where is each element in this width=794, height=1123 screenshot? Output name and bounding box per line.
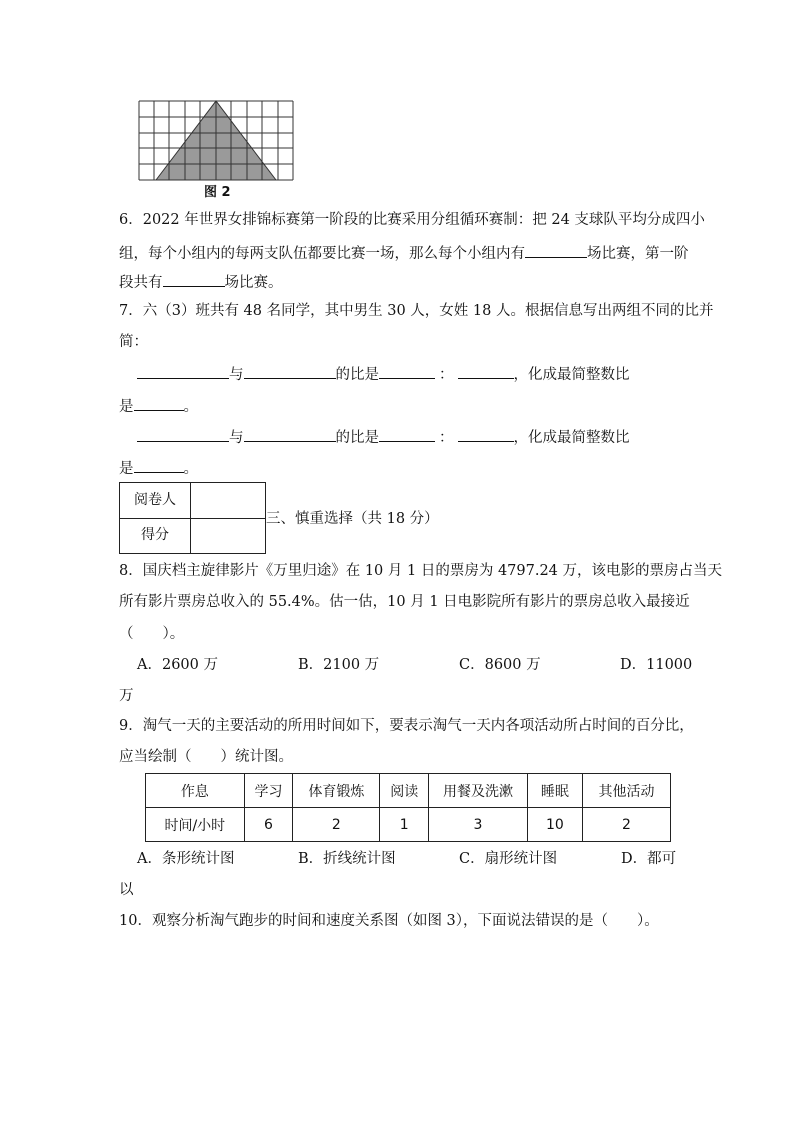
q8-line1: 8．国庆档主旋律影片《万里归途》在 10 月 1 日的票房为 4797.24 万，该电影的票房占当天 [119, 563, 723, 579]
answer-blank[interactable] [458, 427, 514, 442]
q6-line3 [119, 272, 283, 292]
q10-line1: 10．观察分析淘气跑步的时间和速度关系图（如图 3），下面说法错误的是（ ）。 [119, 913, 659, 929]
answer-blank[interactable] [379, 364, 435, 379]
table-header-cell: 作息 [146, 774, 245, 808]
answer-blank[interactable] [458, 364, 514, 379]
q8-option-d-wrap: 万 [119, 688, 134, 704]
q6-text-b: 场比赛，第一阶 [587, 246, 689, 262]
q6-text-c: 段共有 [119, 275, 163, 291]
answer-blank[interactable] [163, 272, 225, 287]
q6-text-d: 场比赛。 [224, 275, 283, 291]
q7-colon: ： [439, 430, 454, 446]
table-cell: 6 [244, 808, 293, 842]
q8-line2: 所有影片票房总收入的 55.4%。估一估，10 月 1 日电影院所有影片的票房总收入最接近 [119, 594, 690, 610]
q7-shi: 是 [119, 461, 134, 477]
score-box [119, 482, 266, 554]
q6-line2 [119, 243, 689, 263]
q7-shi: 是 [119, 399, 134, 415]
activity-time-table [145, 773, 671, 842]
reviewer-field[interactable] [191, 483, 265, 518]
score-box-row-reviewer [120, 483, 265, 519]
answer-blank[interactable] [137, 364, 229, 379]
q7-end: 。 [183, 399, 198, 415]
answer-blank[interactable] [244, 427, 336, 442]
q8-option-a[interactable]: A．2600 万 [137, 657, 218, 673]
q8-line3: （ ）。 [119, 626, 185, 642]
q8-option-b[interactable]: B．2100 万 [298, 657, 380, 673]
answer-blank[interactable] [525, 243, 587, 258]
table-header-cell: 学习 [244, 774, 293, 808]
table-header-row [146, 774, 671, 808]
q7-ratio-row-2 [137, 427, 630, 447]
answer-blank[interactable] [134, 458, 184, 473]
q7-simplified-row-1 [119, 396, 198, 416]
q7-line1: 7．六（3）班共有 48 名同学，其中男生 30 人，女姓 18 人。根据信息写出两组不同的比并 [119, 303, 714, 319]
table-cell: 3 [429, 808, 528, 842]
q7-simplify: ，化成最简整数比 [513, 367, 630, 383]
q9-option-d-wrap: 以 [119, 882, 134, 898]
q6-text-a: 组，每个小组内的每两支队伍都要比赛一场，那么每个小组内有 [119, 246, 525, 262]
q7-simplify: ，化成最简整数比 [513, 430, 630, 446]
score-label: 得分 [120, 518, 191, 553]
table-cell: 2 [293, 808, 380, 842]
table-row [146, 808, 671, 842]
table-header-cell: 阅读 [380, 774, 429, 808]
table-header-cell: 体育锻炼 [293, 774, 380, 808]
q7-yu: 与 [229, 367, 244, 383]
q9-line2: 应当绘制（ ）统计图。 [119, 749, 293, 765]
table-header-cell: 睡眠 [527, 774, 582, 808]
grid-lines [139, 101, 293, 180]
figure-2-grid [138, 100, 294, 182]
q9-option-b[interactable]: B．折线统计图 [298, 851, 396, 867]
q9-option-d[interactable]: D．都可 [621, 851, 677, 867]
answer-blank[interactable] [134, 396, 184, 411]
figure-2-caption: 图 2 [204, 185, 231, 200]
q7-colon: ： [439, 367, 454, 383]
score-box-row-score [120, 518, 265, 553]
reviewer-label: 阅卷人 [120, 483, 191, 518]
q7-end: 。 [183, 461, 198, 477]
section-3-title: 三、慎重选择（共 18 分） [266, 511, 439, 527]
table-cell: 时间/小时 [146, 808, 245, 842]
score-field[interactable] [191, 518, 265, 553]
q7-ratio-row-1 [137, 364, 630, 384]
q7-debi: 的比是 [335, 430, 379, 446]
answer-blank[interactable] [379, 427, 435, 442]
q8-option-d[interactable]: D．11000 [620, 657, 693, 673]
table-cell: 2 [582, 808, 670, 842]
table-header-cell: 其他活动 [582, 774, 670, 808]
table-header-cell: 用餐及洗漱 [429, 774, 528, 808]
q9-option-a[interactable]: A．条形统计图 [137, 851, 235, 867]
q7-yu: 与 [229, 430, 244, 446]
answer-blank[interactable] [137, 427, 229, 442]
q7-simplified-row-2 [119, 458, 198, 478]
answer-blank[interactable] [244, 364, 336, 379]
q7-debi: 的比是 [335, 367, 379, 383]
q9-line1: 9．淘气一天的主要活动的所用时间如下，要表示淘气一天内各项活动所占时间的百分比， [119, 718, 694, 734]
table-cell: 1 [380, 808, 429, 842]
q8-option-c[interactable]: C．8600 万 [459, 657, 541, 673]
table-cell: 10 [527, 808, 582, 842]
q9-option-c[interactable]: C．扇形统计图 [459, 851, 558, 867]
q6-line1: 6．2022 年世界女排锦标赛第一阶段的比赛采用分组循环赛制：把 24 支球队平均分成四小 [119, 212, 705, 228]
q7-line2: 简： [119, 334, 148, 350]
